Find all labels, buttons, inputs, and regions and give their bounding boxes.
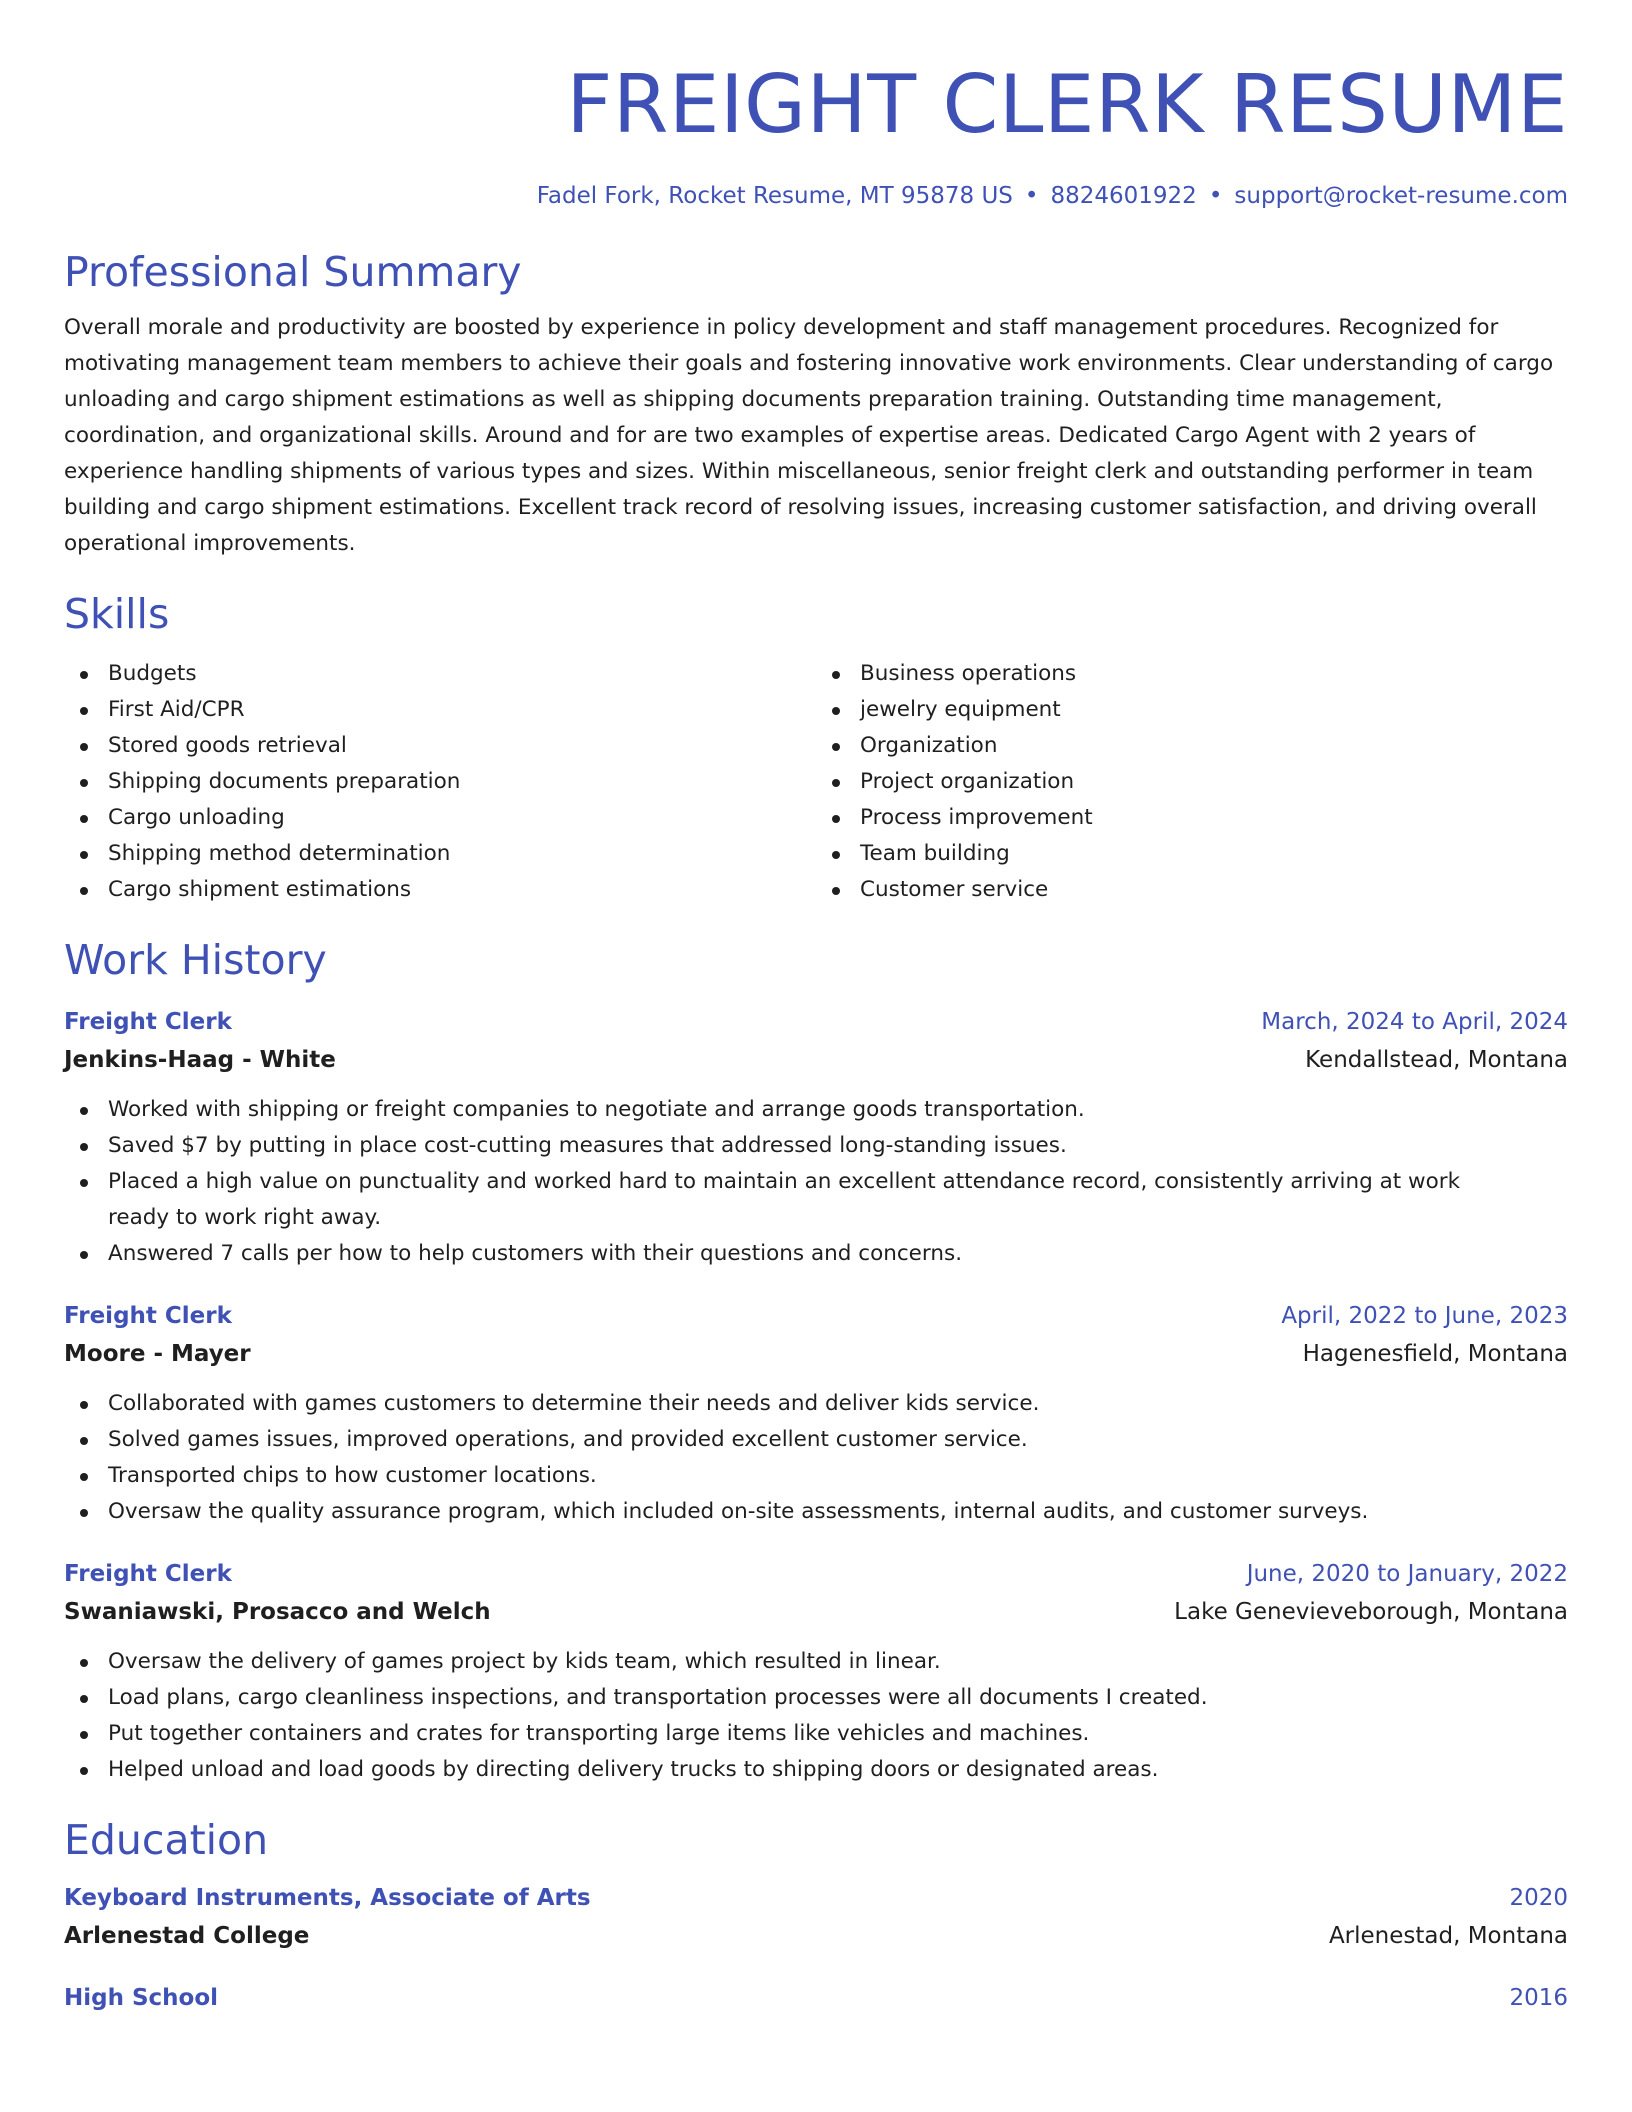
education-entry	[64, 1980, 1568, 2016]
job-bullets	[64, 1386, 1568, 1530]
job-bullet: Oversaw the delivery of games project by kids team, which resulted in linear.	[64, 1644, 1568, 1680]
education-school-row	[64, 1916, 1568, 1956]
skill-item: Team building	[816, 836, 1568, 872]
job-company: Swaniawski, Prosacco and Welch	[64, 1599, 491, 1625]
skill-item: Budgets	[64, 656, 816, 692]
job-dates: March, 2024 to April, 2024	[1261, 1009, 1568, 1035]
education-degree-row	[64, 1980, 1568, 2016]
job-bullet: Oversaw the quality assurance program, which included on-site assessments, internal audits, and customer surveys.	[64, 1494, 1568, 1530]
job-entry	[64, 1556, 1568, 1788]
job-title-row	[64, 1556, 1568, 1592]
job-bullet: Solved games issues, improved operations, and provided excellent customer service.	[64, 1422, 1568, 1458]
job-bullet: Load plans, cargo cleanliness inspections, and transportation processes were all documents I created.	[64, 1680, 1568, 1716]
contact-phone: 8824601922	[1050, 183, 1197, 209]
skill-item: Process improvement	[816, 800, 1568, 836]
education-degree: Keyboard Instruments, Associate of Arts	[64, 1885, 591, 1911]
skills-list-left	[64, 656, 816, 908]
education-school: Arlenestad College	[64, 1923, 310, 1949]
skill-item: Cargo unloading	[64, 800, 816, 836]
skills-list-right	[816, 656, 1568, 908]
contact-address: Fadel Fork, Rocket Resume, MT 95878 US	[536, 183, 1013, 209]
resume-title: FREIGHT CLERK RESUME	[566, 58, 1568, 151]
education-degree: High School	[64, 1985, 219, 2011]
contact-separator: •	[1208, 183, 1223, 209]
skill-item: Business operations	[816, 656, 1568, 692]
job-bullet: Put together containers and crates for transporting large items like vehicles and machines.	[64, 1716, 1568, 1752]
skills-heading: Skills	[64, 590, 170, 638]
job-company-row	[64, 1334, 1568, 1374]
skill-item: Shipping documents preparation	[64, 764, 816, 800]
job-entry	[64, 1004, 1568, 1272]
job-bullet: Worked with shipping or freight companies to negotiate and arrange goods transportation.	[64, 1092, 1568, 1128]
job-title: Freight Clerk	[64, 1009, 232, 1035]
job-title: Freight Clerk	[64, 1303, 232, 1329]
job-bullet: Placed a high value on punctuality and worked hard to maintain an excellent attendance record, consistently arriving at work ready to work right away.	[64, 1164, 1568, 1236]
summary-heading: Professional Summary	[64, 248, 522, 296]
job-location: Lake Genevieveborough, Montana	[1174, 1599, 1568, 1625]
job-company: Moore - Mayer	[64, 1341, 251, 1367]
job-bullet: Saved $7 by putting in place cost-cutting measures that addressed long-standing issues.	[64, 1128, 1568, 1164]
contact-separator: •	[1024, 183, 1039, 209]
skill-item: jewelry equipment	[816, 692, 1568, 728]
skill-item: First Aid/CPR	[64, 692, 816, 728]
resume-header	[64, 58, 1568, 212]
job-bullets	[64, 1644, 1568, 1788]
job-dates: April, 2022 to June, 2023	[1281, 1303, 1568, 1329]
summary-text: Overall morale and productivity are boosted by experience in policy development and staff management procedures. Recognized for motivating management team members to achieve their goals and fostering innovative work environments. Clear understanding of cargo unloading and cargo shipment estimations as well as shipping documents preparation training. Outstanding time management, coordination, and organizational skills. Around and for are two examples of expertise areas. Dedicated Cargo Agent with 2 years of experience handling shipments of various types and sizes. Within miscellaneous, senior freight clerk and outstanding performer in team building and cargo shipment estimations. Excellent track record of resolving issues, increasing customer satisfaction, and driving overall operational improvements.	[64, 315, 1554, 556]
job-dates: June, 2020 to January, 2022	[1246, 1561, 1568, 1587]
contact-line	[64, 180, 1568, 212]
work-history-heading: Work History	[64, 936, 327, 984]
job-title-row	[64, 1298, 1568, 1334]
contact-email[interactable]: support@rocket-resume.com	[1234, 183, 1568, 209]
education-heading: Education	[64, 1816, 269, 1864]
job-company-row	[64, 1592, 1568, 1632]
work-history-section	[64, 934, 1568, 1788]
skills-grid	[64, 656, 1568, 908]
job-title-row	[64, 1004, 1568, 1040]
skill-item: Stored goods retrieval	[64, 728, 816, 764]
skill-item: Customer service	[816, 872, 1568, 908]
job-bullet: Helped unload and load goods by directing delivery trucks to shipping doors or designated areas.	[64, 1752, 1568, 1788]
education-entry	[64, 1880, 1568, 1956]
job-company: Jenkins-Haag - White	[64, 1047, 336, 1073]
job-location: Kendallstead, Montana	[1305, 1047, 1568, 1073]
job-company-row	[64, 1040, 1568, 1080]
education-section	[64, 1814, 1568, 2016]
job-title: Freight Clerk	[64, 1561, 232, 1587]
job-bullet: Collaborated with games customers to determine their needs and deliver kids service.	[64, 1386, 1568, 1422]
skill-item: Project organization	[816, 764, 1568, 800]
job-bullet: Transported chips to how customer locations.	[64, 1458, 1568, 1494]
skills-section	[64, 588, 1568, 908]
education-year: 2020	[1509, 1885, 1568, 1911]
skill-item: Organization	[816, 728, 1568, 764]
job-bullet: Answered 7 calls per how to help customers with their questions and concerns.	[64, 1236, 1568, 1272]
education-degree-row	[64, 1880, 1568, 1916]
skill-item: Shipping method determination	[64, 836, 816, 872]
job-entry	[64, 1298, 1568, 1530]
job-bullets	[64, 1092, 1568, 1272]
skill-item: Cargo shipment estimations	[64, 872, 816, 908]
education-location: Arlenestad, Montana	[1328, 1923, 1568, 1949]
summary-section	[64, 246, 1568, 562]
job-location: Hagenesfield, Montana	[1302, 1341, 1568, 1367]
education-year: 2016	[1509, 1985, 1568, 2011]
